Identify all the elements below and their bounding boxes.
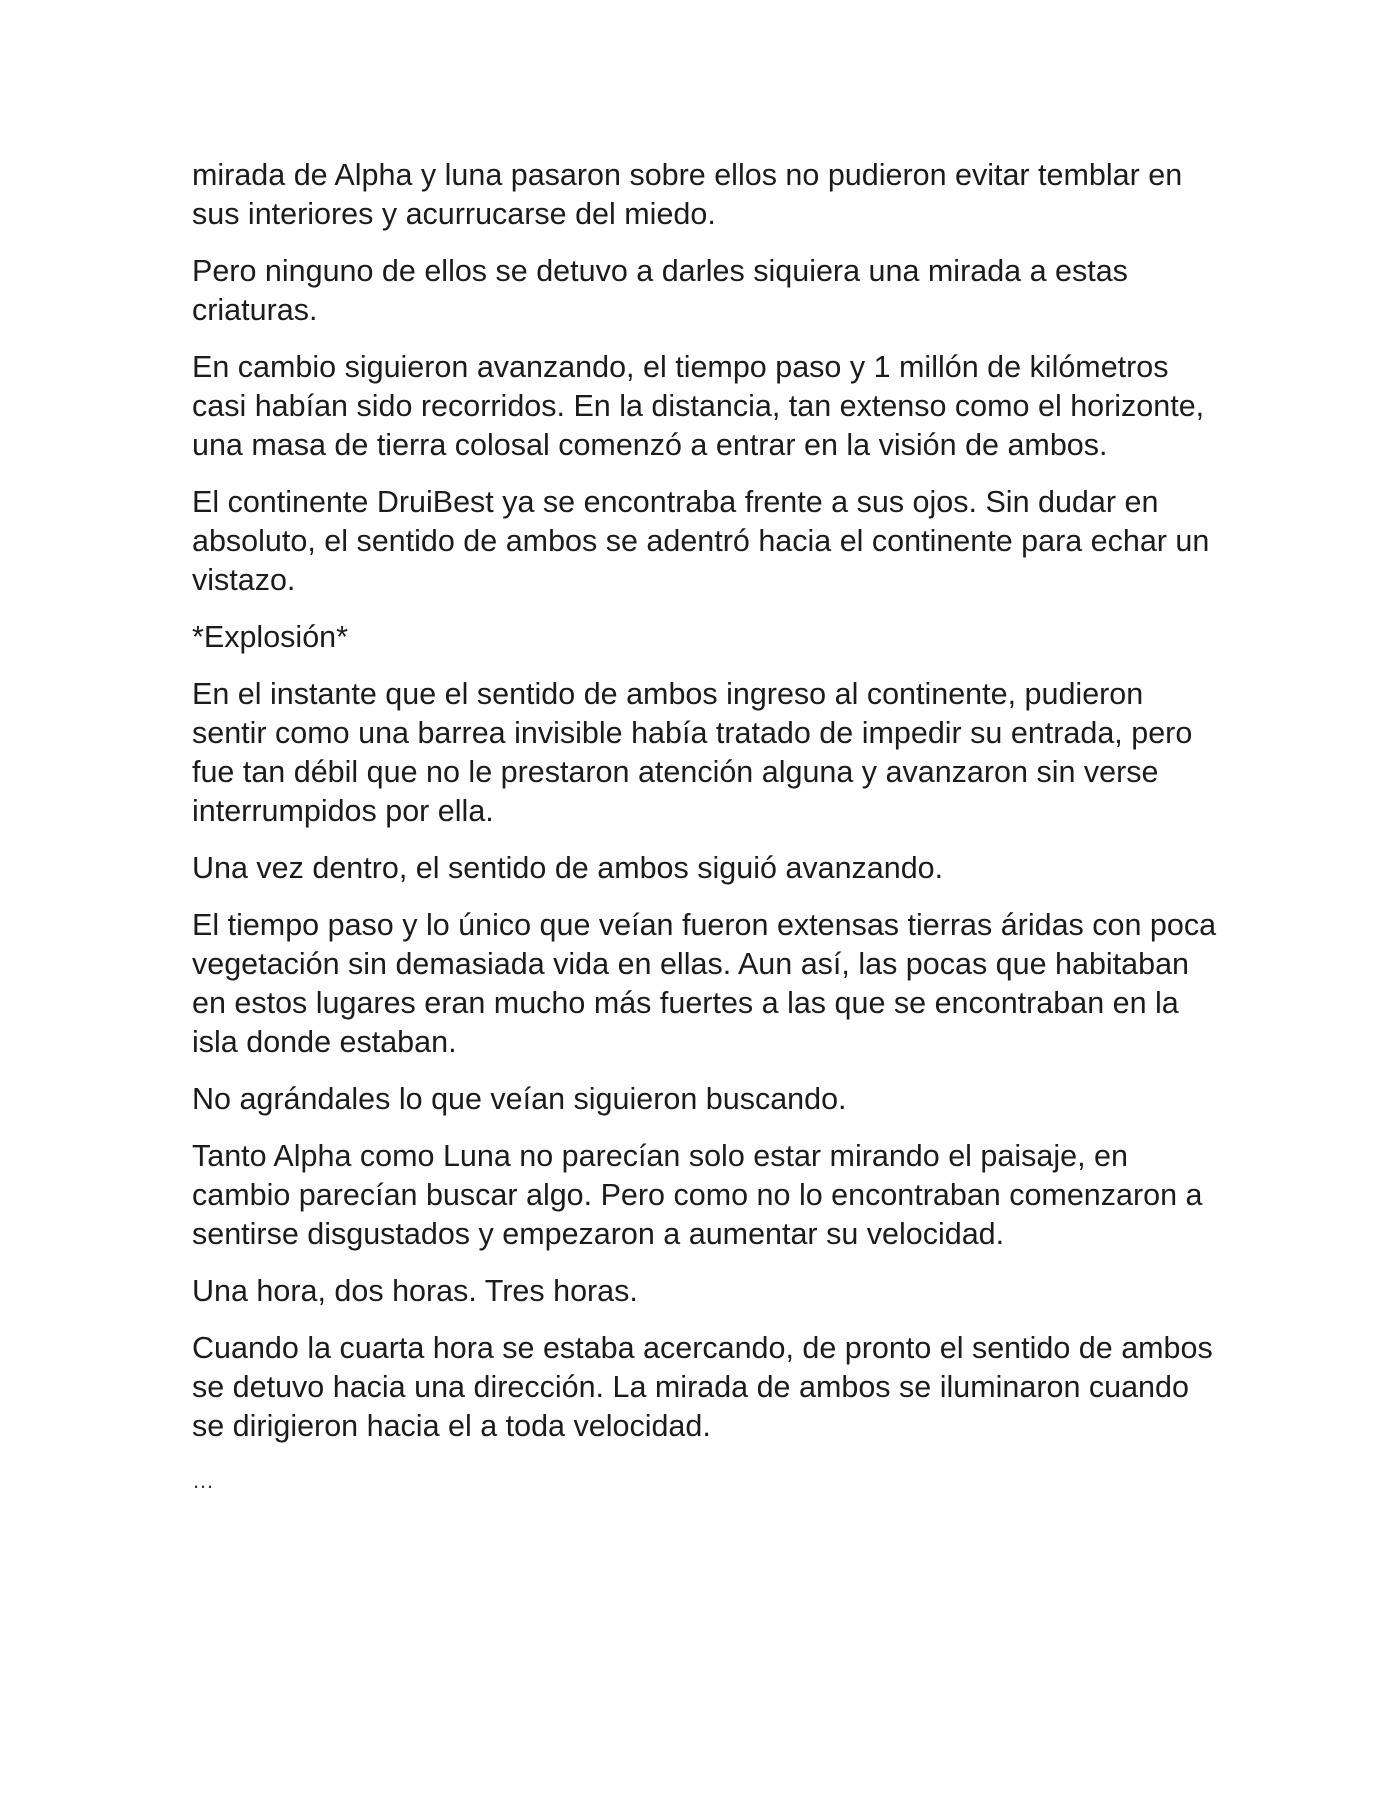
paragraph: El tiempo paso y lo único que veían fueron extensas tierras áridas con poca vegetación sin demasiada vida en ellas. Aun así, las pocas que habitaban en estos lugares eran mucho más fuertes a las que se encontraban en la isla donde estaban.: [192, 908, 1217, 1059]
paragraph: Una hora, dos horas. Tres horas.: [192, 1274, 638, 1308]
paragraph: Una vez dentro, el sentido de ambos siguió avanzando.: [192, 851, 944, 885]
paragraph: mirada de Alpha y luna pasaron sobre ellos no pudieron evitar temblar en sus interiores y acurrucarse del miedo.: [192, 158, 1183, 231]
paragraph: El continente DruiBest ya se encontraba frente a sus ojos. Sin dudar en absoluto, el sentido de ambos se adentró hacia el continente para echar un vistazo.: [192, 485, 1210, 597]
paragraph: En cambio siguieron avanzando, el tiempo paso y 1 millón de kilómetros casi habían sido recorridos. En la distancia, tan extenso como el horizonte, una masa de tierra colosal comenzó a entrar en la visión de ambos.: [192, 350, 1205, 462]
paragraph: No agrándales lo que veían siguieron buscando.: [192, 1082, 847, 1116]
section-ellipsis: …: [192, 1468, 214, 1493]
paragraph: Pero ninguno de ellos se detuvo a darles siquiera una mirada a estas criaturas.: [192, 254, 1128, 327]
document-body: [192, 156, 1222, 1514]
paragraph: Tanto Alpha como Luna no parecían solo estar mirando el paisaje, en cambio parecían buscar algo. Pero como no lo encontraban comenzaron a sentirse disgustados y empezaron a aumentar su velocidad.: [192, 1139, 1203, 1251]
paragraph: En el instante que el sentido de ambos ingreso al continente, pudieron sentir como una barrea invisible había tratado de impedir su entrada, pero fue tan débil que no le prestaron atención alguna y avanzaron sin verse interrumpidos por ella.: [192, 677, 1193, 828]
paragraph: Cuando la cuarta hora se estaba acercando, de pronto el sentido de ambos se detuvo hacia una dirección. La mirada de ambos se iluminaron cuando se dirigieron hacia el a toda velocidad.: [192, 1331, 1213, 1443]
paragraph: *Explosión*: [192, 620, 348, 654]
